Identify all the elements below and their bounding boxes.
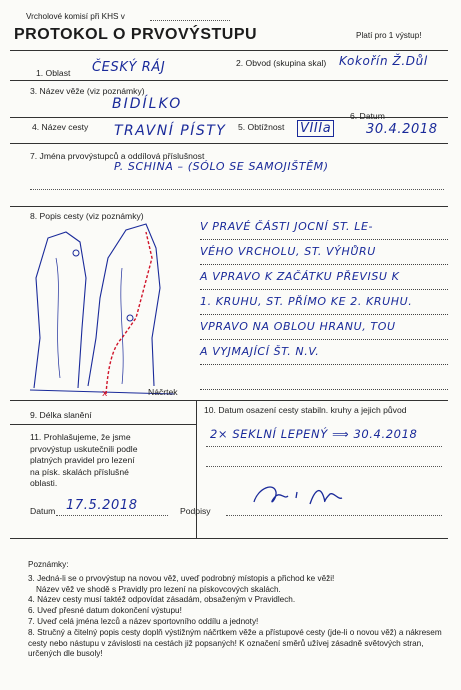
row8-rule <box>10 400 448 401</box>
org-label: Vrcholové komisí při KHS v <box>26 12 125 21</box>
row7-rule <box>10 206 448 207</box>
title-rule <box>10 50 448 51</box>
vez-label: 3. Název věže (viz poznámky) <box>30 86 145 96</box>
jmena-label: 7. Jména prvovýstupců a oddílová příslušnost <box>30 151 205 161</box>
cesta-value: TRAVNÍ PÍSTY <box>114 123 227 139</box>
col-divider <box>196 400 197 538</box>
note-item: 4. Název cesty musí taktéž odpovídat zásadám, obsaženým v Pravidlech. <box>28 595 296 605</box>
delka-label: 9. Délka slanění <box>30 410 92 420</box>
podpisy-dotline <box>226 515 442 516</box>
row11-rule <box>10 538 448 539</box>
podpisy-label: Podpisy <box>180 506 211 516</box>
note-item: 8. Stručný a čitelný popis cesty doplň výstižným náčrtkem věže a přístupové cesty (jde-li o novou věž) a nákresem cesty nebo nástupu v závislosti na cestách již popsaných! K označení směrů užívej zásadně světových stran, určených dle busoly! <box>28 627 442 659</box>
note-item: 3. Jedná-li se o prvovýstup na novou věž, uveď podrobný místopis a přichod ke věži! <box>28 573 335 583</box>
datum-label: 6. Datum <box>350 111 385 121</box>
row4-rule <box>10 143 448 144</box>
org-dotline <box>150 20 230 21</box>
osazeni-value: 2× SEKLNÍ LEPENÝ ⟹ 30.4.2018 <box>210 427 418 441</box>
datum2-label: Datum <box>30 506 56 516</box>
popis-line: V PRAVÉ ČÁSTI JOCNÍ ST. LE- <box>200 215 448 240</box>
prohlaseni-text: 11. Prohlašujeme, že jsme prvovýstup uskutečnili podle platných pravidel pro lezení na písk. skalách příslušné oblasti. <box>30 432 138 488</box>
obtiznost-label: 5. Obtížnost <box>238 122 285 132</box>
jmena-value: P. SCHINA – (SÓLO SE SAMOJIŠTĚM) <box>114 160 329 173</box>
row1-rule <box>10 80 448 81</box>
popis-line: A VYJMAJÍCÍ ŠT. N.V. <box>200 340 448 365</box>
popis-line: 1. KRUHU, ST. PŘÍMO KE 2. KRUHU. <box>200 290 448 315</box>
nacrtek-label: Náčrtek <box>148 387 178 397</box>
popis-line: VÉHO VRCHOLU, ST. VÝHŮRU <box>200 240 448 265</box>
row7-dotline <box>30 189 444 190</box>
platnost-note: Platí pro 1 výstup! <box>356 31 422 40</box>
datum2-dotline <box>56 515 168 516</box>
osazeni-label: 10. Datum osazení cesty stabiln. kruhy a jejich původ <box>204 405 407 415</box>
vez-value: BIDÍLKO <box>112 96 183 112</box>
popis-label: 8. Popis cesty (viz poznámky) <box>30 211 144 221</box>
popis-lines <box>200 215 448 390</box>
route-sketch <box>26 218 176 398</box>
datum2-value: 17.5.2018 <box>66 498 138 513</box>
obtiznost-value: VIIIa <box>297 120 334 137</box>
notes-heading: Poznámky: <box>28 560 69 569</box>
note-item: Název věž ve shodě s Pravidly pro lezení na pískovcových skalách. <box>36 584 281 594</box>
oblast-value: ČESKÝ RÁJ <box>92 60 166 75</box>
popis-line: A VPRAVO K ZAČÁTKU PŘEVISU K <box>200 265 448 290</box>
svg-text:x: x <box>102 389 108 398</box>
popis-blank-line <box>200 365 448 390</box>
signature <box>250 478 360 512</box>
osazeni-dotline-1 <box>206 446 442 447</box>
note-item: 7. Uveď celá jména lezců a název sportovního oddílu a jednoty! <box>28 616 259 626</box>
obvod-label: 2. Obvod (skupina skal) <box>236 58 327 68</box>
obvod-value: Kokořín Ž.Důl <box>339 54 428 68</box>
datum-value: 30.4.2018 <box>366 122 438 137</box>
popis-line: VPRAVO NA OBLOU HRANU, TOU <box>200 315 448 340</box>
row9-rule <box>10 424 196 425</box>
note-item: 6. Uveď přesné datum dokončení výstupu! <box>28 606 182 616</box>
oblast-label: 1. Oblast <box>36 68 71 78</box>
osazeni-dotline-2 <box>206 466 442 467</box>
notes-section <box>28 560 444 660</box>
cesta-label: 4. Název cesty <box>32 122 89 132</box>
page-title: PROTOKOL O PRVOVÝSTUPU <box>14 26 258 43</box>
